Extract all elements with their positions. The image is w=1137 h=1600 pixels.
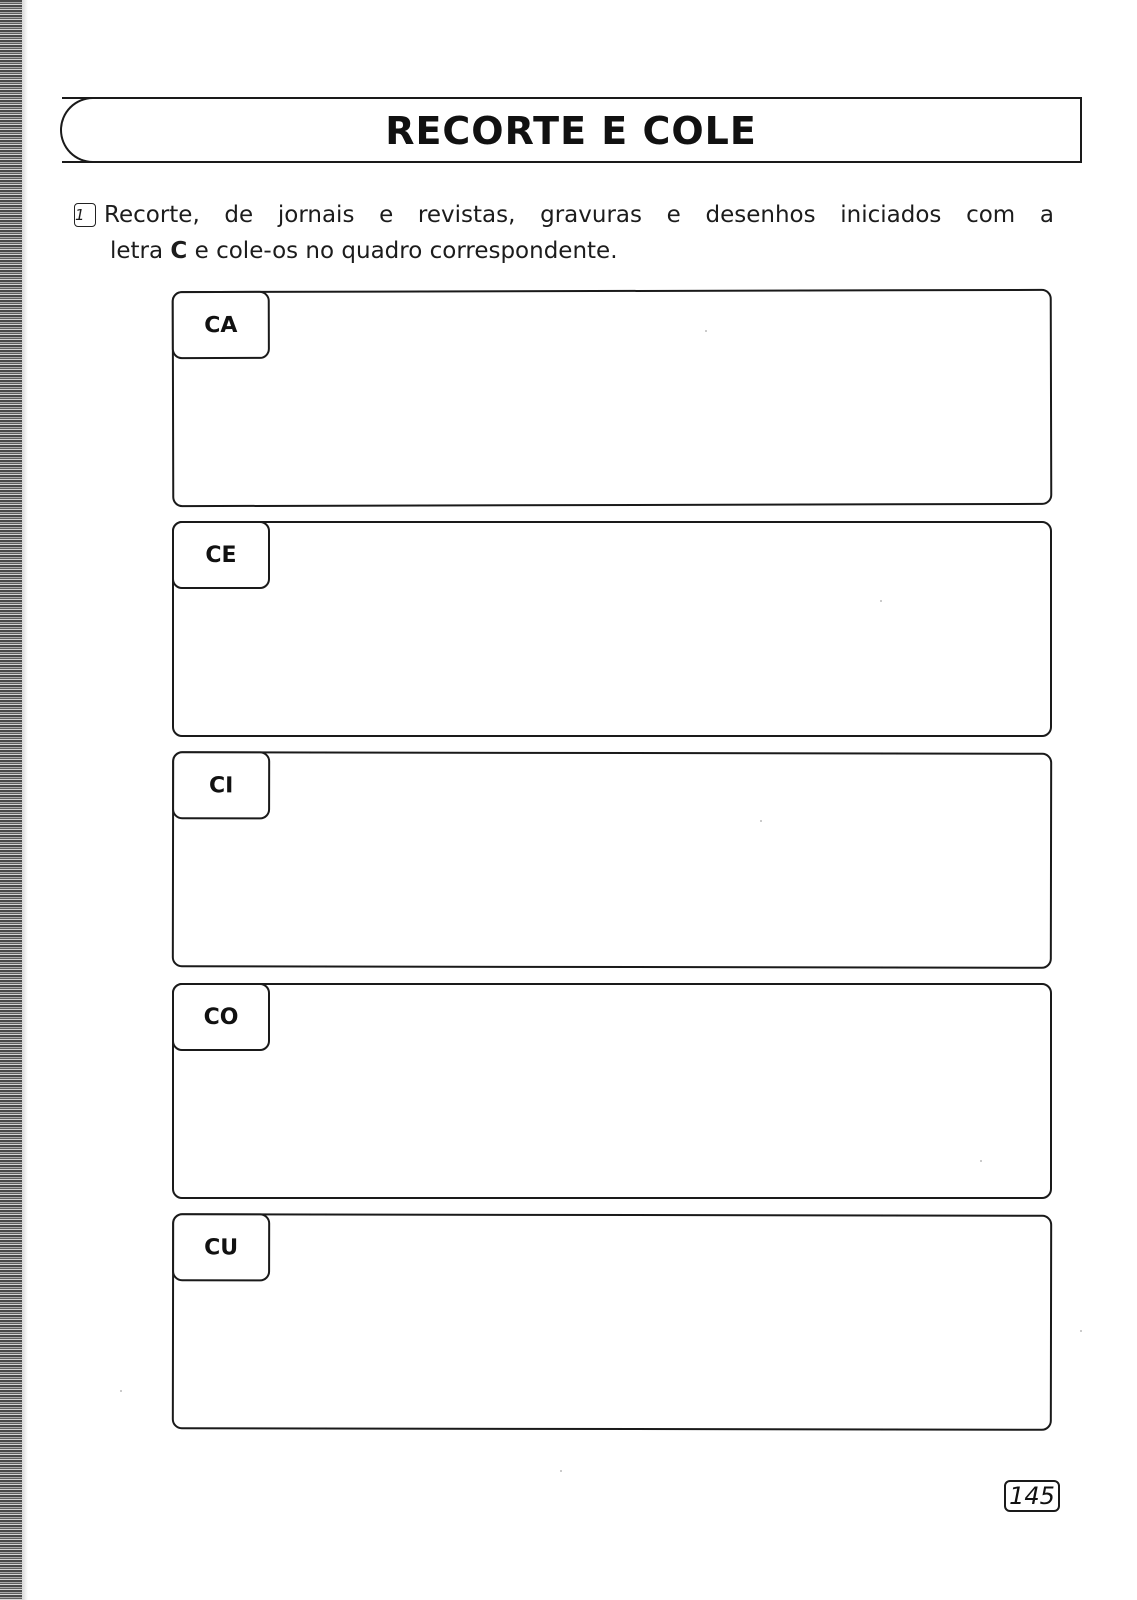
paste-box-co[interactable] [172, 983, 1052, 1199]
paste-box-ci[interactable] [172, 751, 1052, 969]
instruction-line-1 [74, 197, 1054, 233]
page-number: 145 [1004, 1480, 1060, 1512]
exercise-instruction [74, 197, 1064, 269]
paste-boxes [172, 290, 1057, 1445]
box-label-ca: CA [172, 291, 270, 359]
scan-speck [705, 330, 707, 332]
scan-speck [1080, 1330, 1082, 1332]
paste-box-ca[interactable] [172, 289, 1053, 507]
box-label-ce: CE [172, 521, 270, 589]
instruction-line-2 [74, 233, 1064, 269]
scan-speck [560, 1470, 562, 1472]
scanned-binding-edge [0, 0, 22, 1600]
page-title: RECORTE E COLE [385, 109, 757, 153]
scan-speck [760, 820, 762, 822]
highlighted-letter: C [170, 238, 188, 264]
scan-speck [120, 1390, 122, 1392]
instruction-text-1: Recorte, de jornais e revistas, gravuras e desenhos iniciados com a [104, 202, 1054, 228]
instruction-text-2-suffix: e cole-os no quadro correspondente. [194, 238, 618, 264]
exercise-number-badge: 1 [74, 203, 96, 227]
scan-speck [980, 1160, 982, 1162]
paste-box-cu[interactable] [172, 1213, 1052, 1431]
scan-speck [880, 600, 882, 602]
instruction-text-2-prefix: letra [110, 238, 164, 264]
box-label-co: CO [172, 983, 270, 1051]
box-label-cu: CU [172, 1213, 270, 1281]
title-banner [62, 97, 1082, 163]
paste-box-ce[interactable] [172, 521, 1052, 737]
box-label-ci: CI [172, 751, 270, 819]
